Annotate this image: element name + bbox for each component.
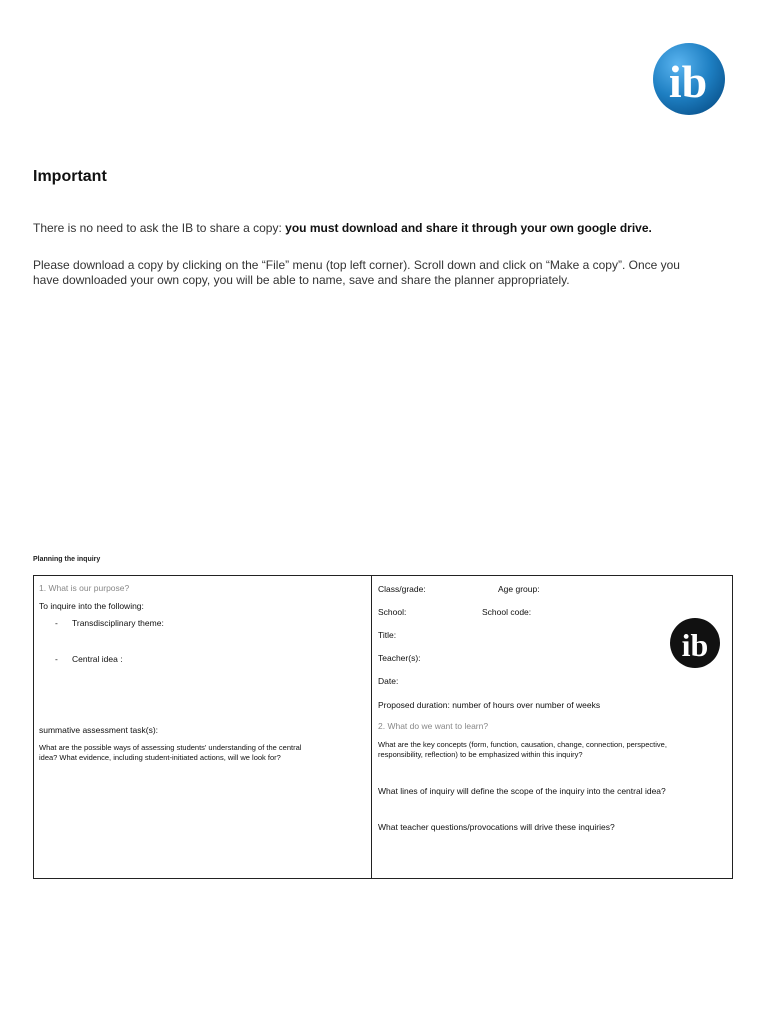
- notice-paragraph-1: [33, 221, 733, 236]
- class-grade-label: Class/grade:: [378, 584, 426, 594]
- date-label: Date:: [378, 676, 399, 686]
- theme-dash: -: [55, 618, 58, 628]
- central-dash: -: [55, 654, 58, 664]
- summative-question-line2: idea? What evidence, including student-initiated actions, will we look for?: [39, 753, 281, 762]
- lines-of-inquiry-question: What lines of inquiry will define the scope of the inquiry into the central idea?: [378, 786, 666, 796]
- teacher-questions-prompt: What teacher questions/provocations will drive these inquiries?: [378, 822, 615, 832]
- section-2-heading: 2. What do we want to learn?: [378, 721, 489, 731]
- notice-p1-regular: There is no need to ask the IB to share a copy:: [33, 221, 286, 235]
- inquire-label: To inquire into the following:: [39, 601, 144, 611]
- page-heading: Important: [33, 168, 107, 185]
- theme-label: Transdisciplinary theme:: [72, 618, 164, 628]
- notice-p2-line2: have downloaded your own copy, you will be able to name, save and share the planner appropriately.: [33, 273, 570, 287]
- school-label: School:: [378, 607, 407, 617]
- concepts-question-line2: responsibility, reflection) to be emphasized within this inquiry?: [378, 750, 583, 759]
- planner-title: Planning the inquiry: [33, 556, 101, 563]
- notice-p1-bold: you must download and share it through your own google drive.: [285, 221, 652, 235]
- summative-question-line1: What are the possible ways of assessing students' understanding of the central: [39, 743, 302, 752]
- ib-logo: [652, 42, 726, 116]
- teachers-label: Teacher(s):: [378, 653, 421, 663]
- title-label: Title:: [378, 630, 397, 640]
- notice-paragraph-2: [33, 258, 733, 288]
- school-code-label: School code:: [482, 607, 532, 617]
- notice-p2-line1: Please download a copy by clicking on the “File” menu (top left corner). Scroll down and click on “Make a copy”. Once you: [33, 258, 680, 272]
- ib-logo-letters: ib: [668, 56, 708, 107]
- concepts-question-line1: What are the key concepts (form, function, causation, change, connection, perspective,: [378, 740, 667, 749]
- duration-label: Proposed duration: number of hours over number of weeks: [378, 700, 601, 710]
- ib-logo-small-letters: ib: [681, 627, 709, 663]
- planner-column-divider: [371, 575, 372, 879]
- central-idea-label: Central idea :: [72, 654, 123, 664]
- ib-logo-small: [669, 617, 721, 669]
- section-1-heading: 1. What is our purpose?: [39, 583, 130, 593]
- summative-label: summative assessment task(s):: [39, 725, 159, 735]
- age-group-label: Age group:: [498, 584, 540, 594]
